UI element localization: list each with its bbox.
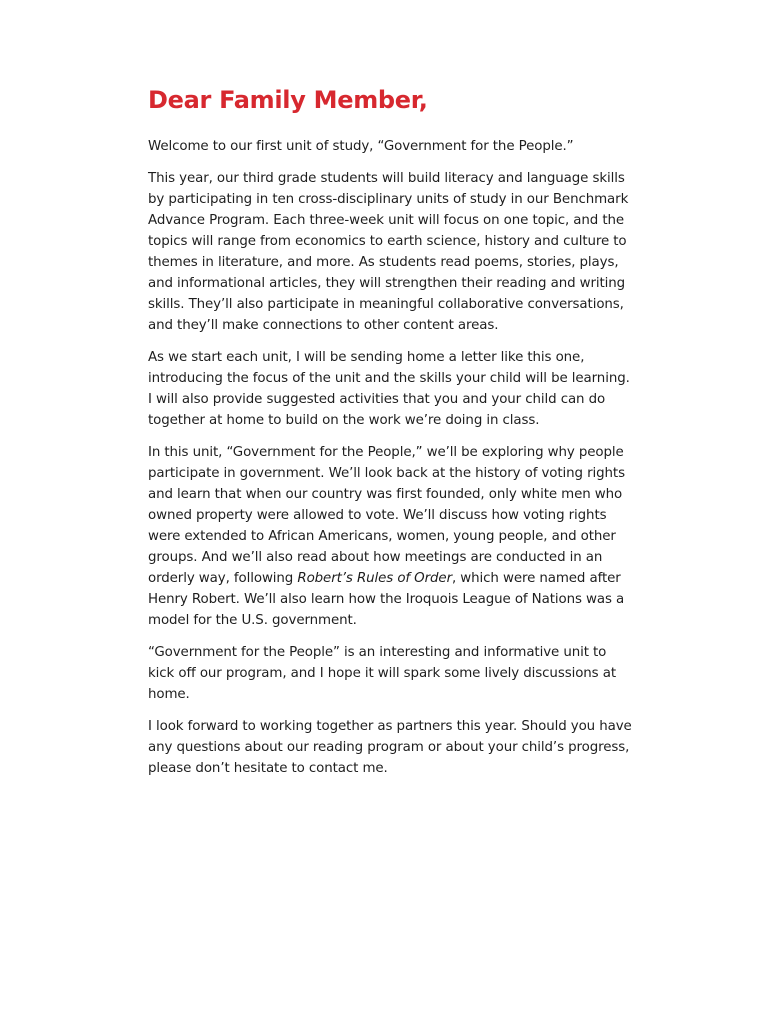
unit-description-text-b: , which were named after Henry Robert. We’ll also learn how the Iroquois League of Nations was a model for the U.S. government.: [148, 571, 625, 628]
paragraph-unit-description: [148, 442, 632, 631]
unit-description-text-a: In this unit, “Government for the People,” we’ll be exploring why people participate in government. We’ll look back at the history of voting rights and learn that when our country was first founded, only white men who owned property were allowed to vote. We’ll discuss how voting rights were extended to African Americans, women, young people, and other groups. And we’ll also read about how meetings are conducted in an orderly way, following: [148, 445, 625, 586]
paragraph-unit-letters: As we start each unit, I will be sending home a letter like this one, introducing the focus of the unit and the skills your child will be learning. I will also provide suggested activities that you and your child can do together at home to build on the work we’re doing in class.: [148, 350, 630, 428]
roberts-rules-title: Robert’s Rules of Order: [297, 571, 452, 586]
paragraph-program-overview: This year, our third grade students will build literacy and language skills by participating in ten cross-disciplinary units of study in our Benchmark Advance Program. Each three-week unit will focus on one topic, and the topics will range from economics to earth science, history and culture to themes in literature, and more. As students read poems, stories, plays, and informational articles, they will strengthen their reading and writing skills. They’ll also participate in meaningful collaborative conversations, and they’ll make connections to other content areas.: [148, 171, 629, 333]
paragraph-welcome: Welcome to our first unit of study, “Government for the People.”: [148, 139, 574, 154]
greeting-heading: Dear Family Member,: [148, 86, 428, 114]
paragraph-closing: I look forward to working together as partners this year. Should you have any questions about our reading program or about your child’s progress, please don’t hesitate to contact me.: [148, 719, 632, 776]
paragraph-unit-summary: “Government for the People” is an interesting and informative unit to kick off our program, and I hope it will spark some lively discussions at home.: [148, 645, 616, 702]
